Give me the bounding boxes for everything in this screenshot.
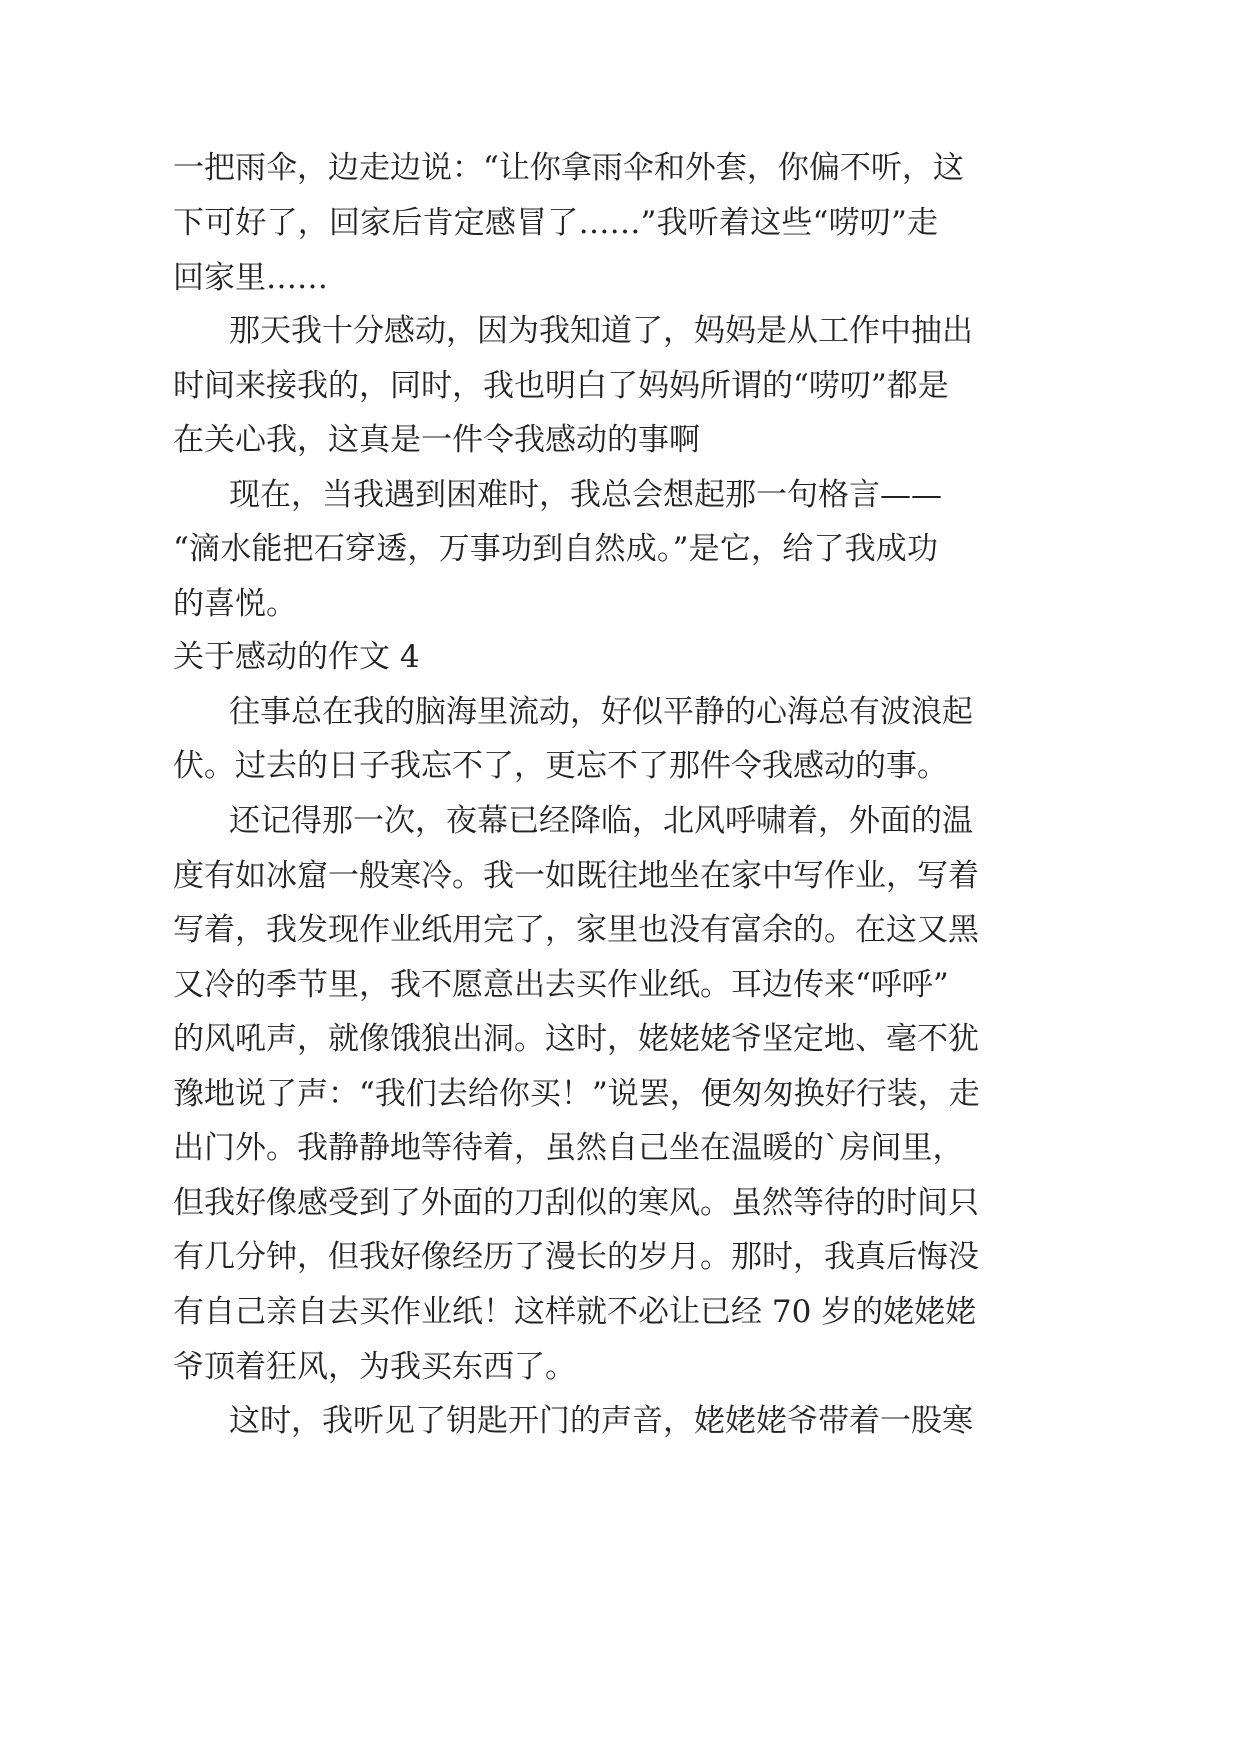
text-line: 有自己亲自去买作业纸！这样就不必让已经 70 岁的姥姥姥 [173, 1294, 977, 1330]
text-line: 往事总在我的脑海里流动，好似平静的心海总有波浪起 [229, 694, 973, 730]
text-line: 爷顶着狂风，为我买东西了。 [173, 1349, 576, 1385]
text-line: 度有如冰窟一般寒冷。我一如既往地坐在家中写作业，写着 [173, 858, 979, 894]
text-line: 下可好了，回家后肯定感冒了……”我听着这些“唠叨”走 [173, 205, 938, 241]
text-line: 出门外。我静静地等待着，虽然自己坐在温暖的`房间里， [173, 1130, 964, 1166]
text-line: 还记得那一次，夜幕已经降临，北风呼啸着，外面的温 [229, 803, 973, 839]
text-line: 回家里…… [173, 260, 328, 296]
text-line: 的风吼声，就像饿狼出洞。这时，姥姥姥爷坚定地、毫不犹 [173, 1021, 979, 1057]
text-line: 伏。过去的日子我忘不了，更忘不了那件令我感动的事。 [173, 748, 948, 784]
text-line: 有几分钟，但我好像经历了漫长的岁月。那时，我真后悔没 [173, 1239, 979, 1275]
text-line: 又冷的季节里，我不愿意出去买作业纸。耳边传来“呼呼” [173, 967, 949, 1003]
text-line: 现在，当我遇到困难时，我总会想起那一句格言—— [229, 477, 942, 513]
text-line: 那天我十分感动，因为我知道了，妈妈是从工作中抽出 [229, 313, 973, 349]
text-line: 这时，我听见了钥匙开门的声音，姥姥姥爷带着一股寒 [229, 1403, 973, 1439]
text-line: 写着，我发现作业纸用完了，家里也没有富余的。在这又黑 [173, 912, 979, 948]
text-line: 在关心我，这真是一件令我感动的事啊 [173, 422, 700, 458]
text-line: “滴水能把石穿透，万事功到自然成。”是它，给了我成功 [173, 531, 938, 567]
text-line: 的喜悦。 [173, 586, 297, 622]
text-line: 一把雨伞，边走边说：“让你拿雨伞和外套，你偏不听，这 [173, 150, 964, 186]
text-line: 时间来接我的，同时，我也明白了妈妈所谓的“唠叨”都是 [173, 368, 949, 404]
text-line: 但我好像感受到了外面的刀刮似的寒风。虽然等待的时间只 [173, 1185, 979, 1221]
section-heading: 关于感动的作文 4 [173, 639, 420, 675]
text-line: 豫地说了声：“我们去给你买！”说罢，便匆匆换好行装，走 [173, 1076, 980, 1112]
